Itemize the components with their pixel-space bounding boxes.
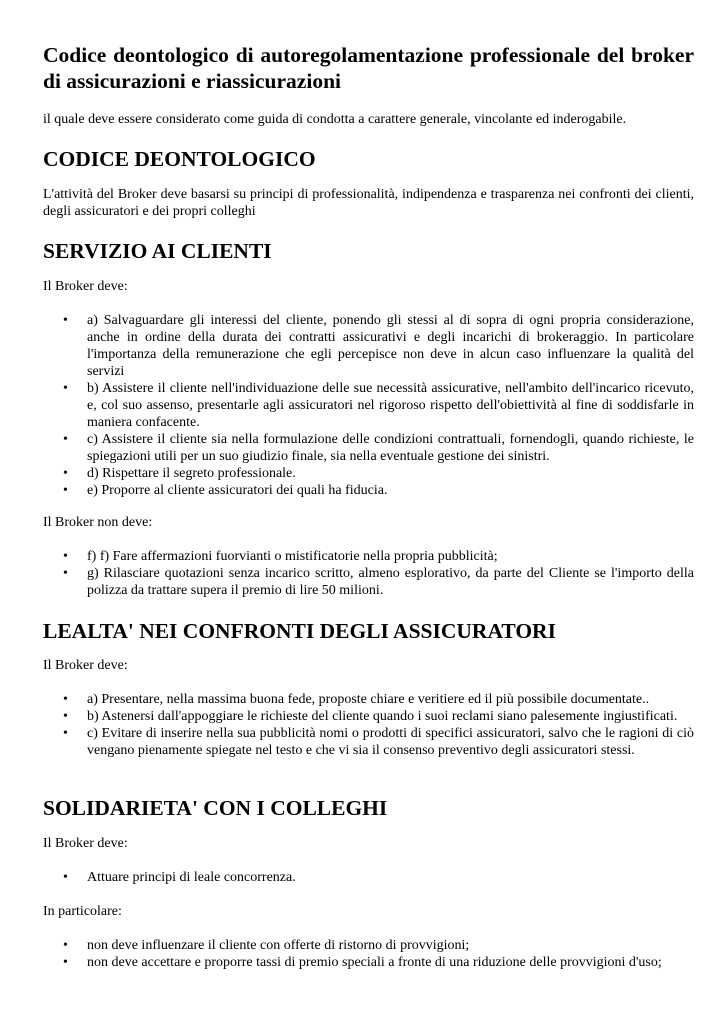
list-item: • Attuare principi di leale concorrenza. bbox=[43, 869, 694, 886]
list-item: • a) Salvaguardare gli interessi del cliente, ponendo gli stessi al di sopra di ogni propria considerazione, anche in ordine della durata dei contratti assicurativi e degli incarichi di brokeraggio. In particolare l'importanza della remunerazione che egli percepisce non deve in alcun caso influenzare la qualità del servizi bbox=[43, 312, 694, 380]
list-item: • f) f) Fare affermazioni fuorvianti o mistificatorie nella propria pubblicità; bbox=[43, 548, 694, 565]
solidarieta-list bbox=[43, 869, 694, 886]
list-item: • a) Presentare, nella massima buona fede, proposte chiare e veritiere ed il più possibile documentate.. bbox=[43, 691, 694, 708]
heading-servizio-ai-clienti: SERVIZIO AI CLIENTI bbox=[43, 239, 272, 263]
document-title: Codice deontologico di autoregolamentazione professionale del broker di assicurazioni e riassicurazioni bbox=[43, 43, 694, 93]
list-item: • d) Rispettare il segreto professionale. bbox=[43, 465, 694, 482]
heading-lealta-assicuratori: LEALTA' NEI CONFRONTI DEGLI ASSICURATORI bbox=[43, 619, 556, 643]
list-item: • b) Astenersi dall'appoggiare le richieste del cliente quando i suoi reclami siano palesemente ingiustificati. bbox=[43, 708, 694, 725]
heading-solidarieta-colleghi: SOLIDARIETA' CON I COLLEGHI bbox=[43, 796, 388, 820]
list-item: • e) Proporre al cliente assicuratori dei quali ha fiducia. bbox=[43, 482, 694, 499]
particolare-list bbox=[43, 937, 694, 971]
codice-paragraph: L'attività del Broker deve basarsi su principi di professionalità, indipendenza e trasparenza nei confronti dei clienti, degli assicuratori e dei propri colleghi bbox=[43, 187, 694, 219]
list-item: • non deve accettare e proporre tassi di premio speciali a fronte di una riduzione delle provvigioni d'uso; bbox=[43, 954, 694, 971]
servizio-non-deve-label: Il Broker non deve: bbox=[43, 515, 153, 530]
particolare-label: In particolare: bbox=[43, 904, 122, 919]
list-item: • c) Assistere il cliente sia nella formulazione delle condizioni contrattuali, fornendogli, quando richieste, le spiegazioni utili per un suo giudizio finale, sia nella eventuale gestione dei sinistri. bbox=[43, 431, 694, 465]
list-item: • b) Assistere il cliente nell'individuazione delle sue necessità assicurative, nell'ambito dell'incarico ricevuto, e, col suo assenso, presentarle agli assicuratori nel rigoroso rispetto dell'obiettività al fine di soddisfarle in maniera confacente. bbox=[43, 380, 694, 431]
list-item: • non deve influenzare il cliente con offerte di ristorno di provvigioni; bbox=[43, 937, 694, 954]
lealta-list bbox=[43, 691, 694, 759]
servizio-deve-list bbox=[43, 312, 694, 499]
list-item: • g) Rilasciare quotazioni senza incarico scritto, almeno esplorativo, da parte del Cliente se l'importo della polizza da trattare supera il premio di lire 50 milioni. bbox=[43, 565, 694, 599]
servizio-deve-label: Il Broker deve: bbox=[43, 279, 128, 294]
lealta-deve-label: Il Broker deve: bbox=[43, 658, 128, 673]
list-item: • c) Evitare di inserire nella sua pubblicità nomi o prodotti di specifici assicuratori, salvo che le ragioni di ciò vengano pienamente spiegate nel testo e che vi sia il consenso preventivo degli assicuratori stessi. bbox=[43, 725, 694, 759]
servizio-non-deve-list bbox=[43, 548, 694, 599]
heading-codice-deontologico: CODICE DEONTOLOGICO bbox=[43, 147, 316, 171]
intro-paragraph: il quale deve essere considerato come guida di condotta a carattere generale, vincolante ed inderogabile. bbox=[43, 112, 627, 127]
solidarieta-deve-label: Il Broker deve: bbox=[43, 836, 128, 851]
